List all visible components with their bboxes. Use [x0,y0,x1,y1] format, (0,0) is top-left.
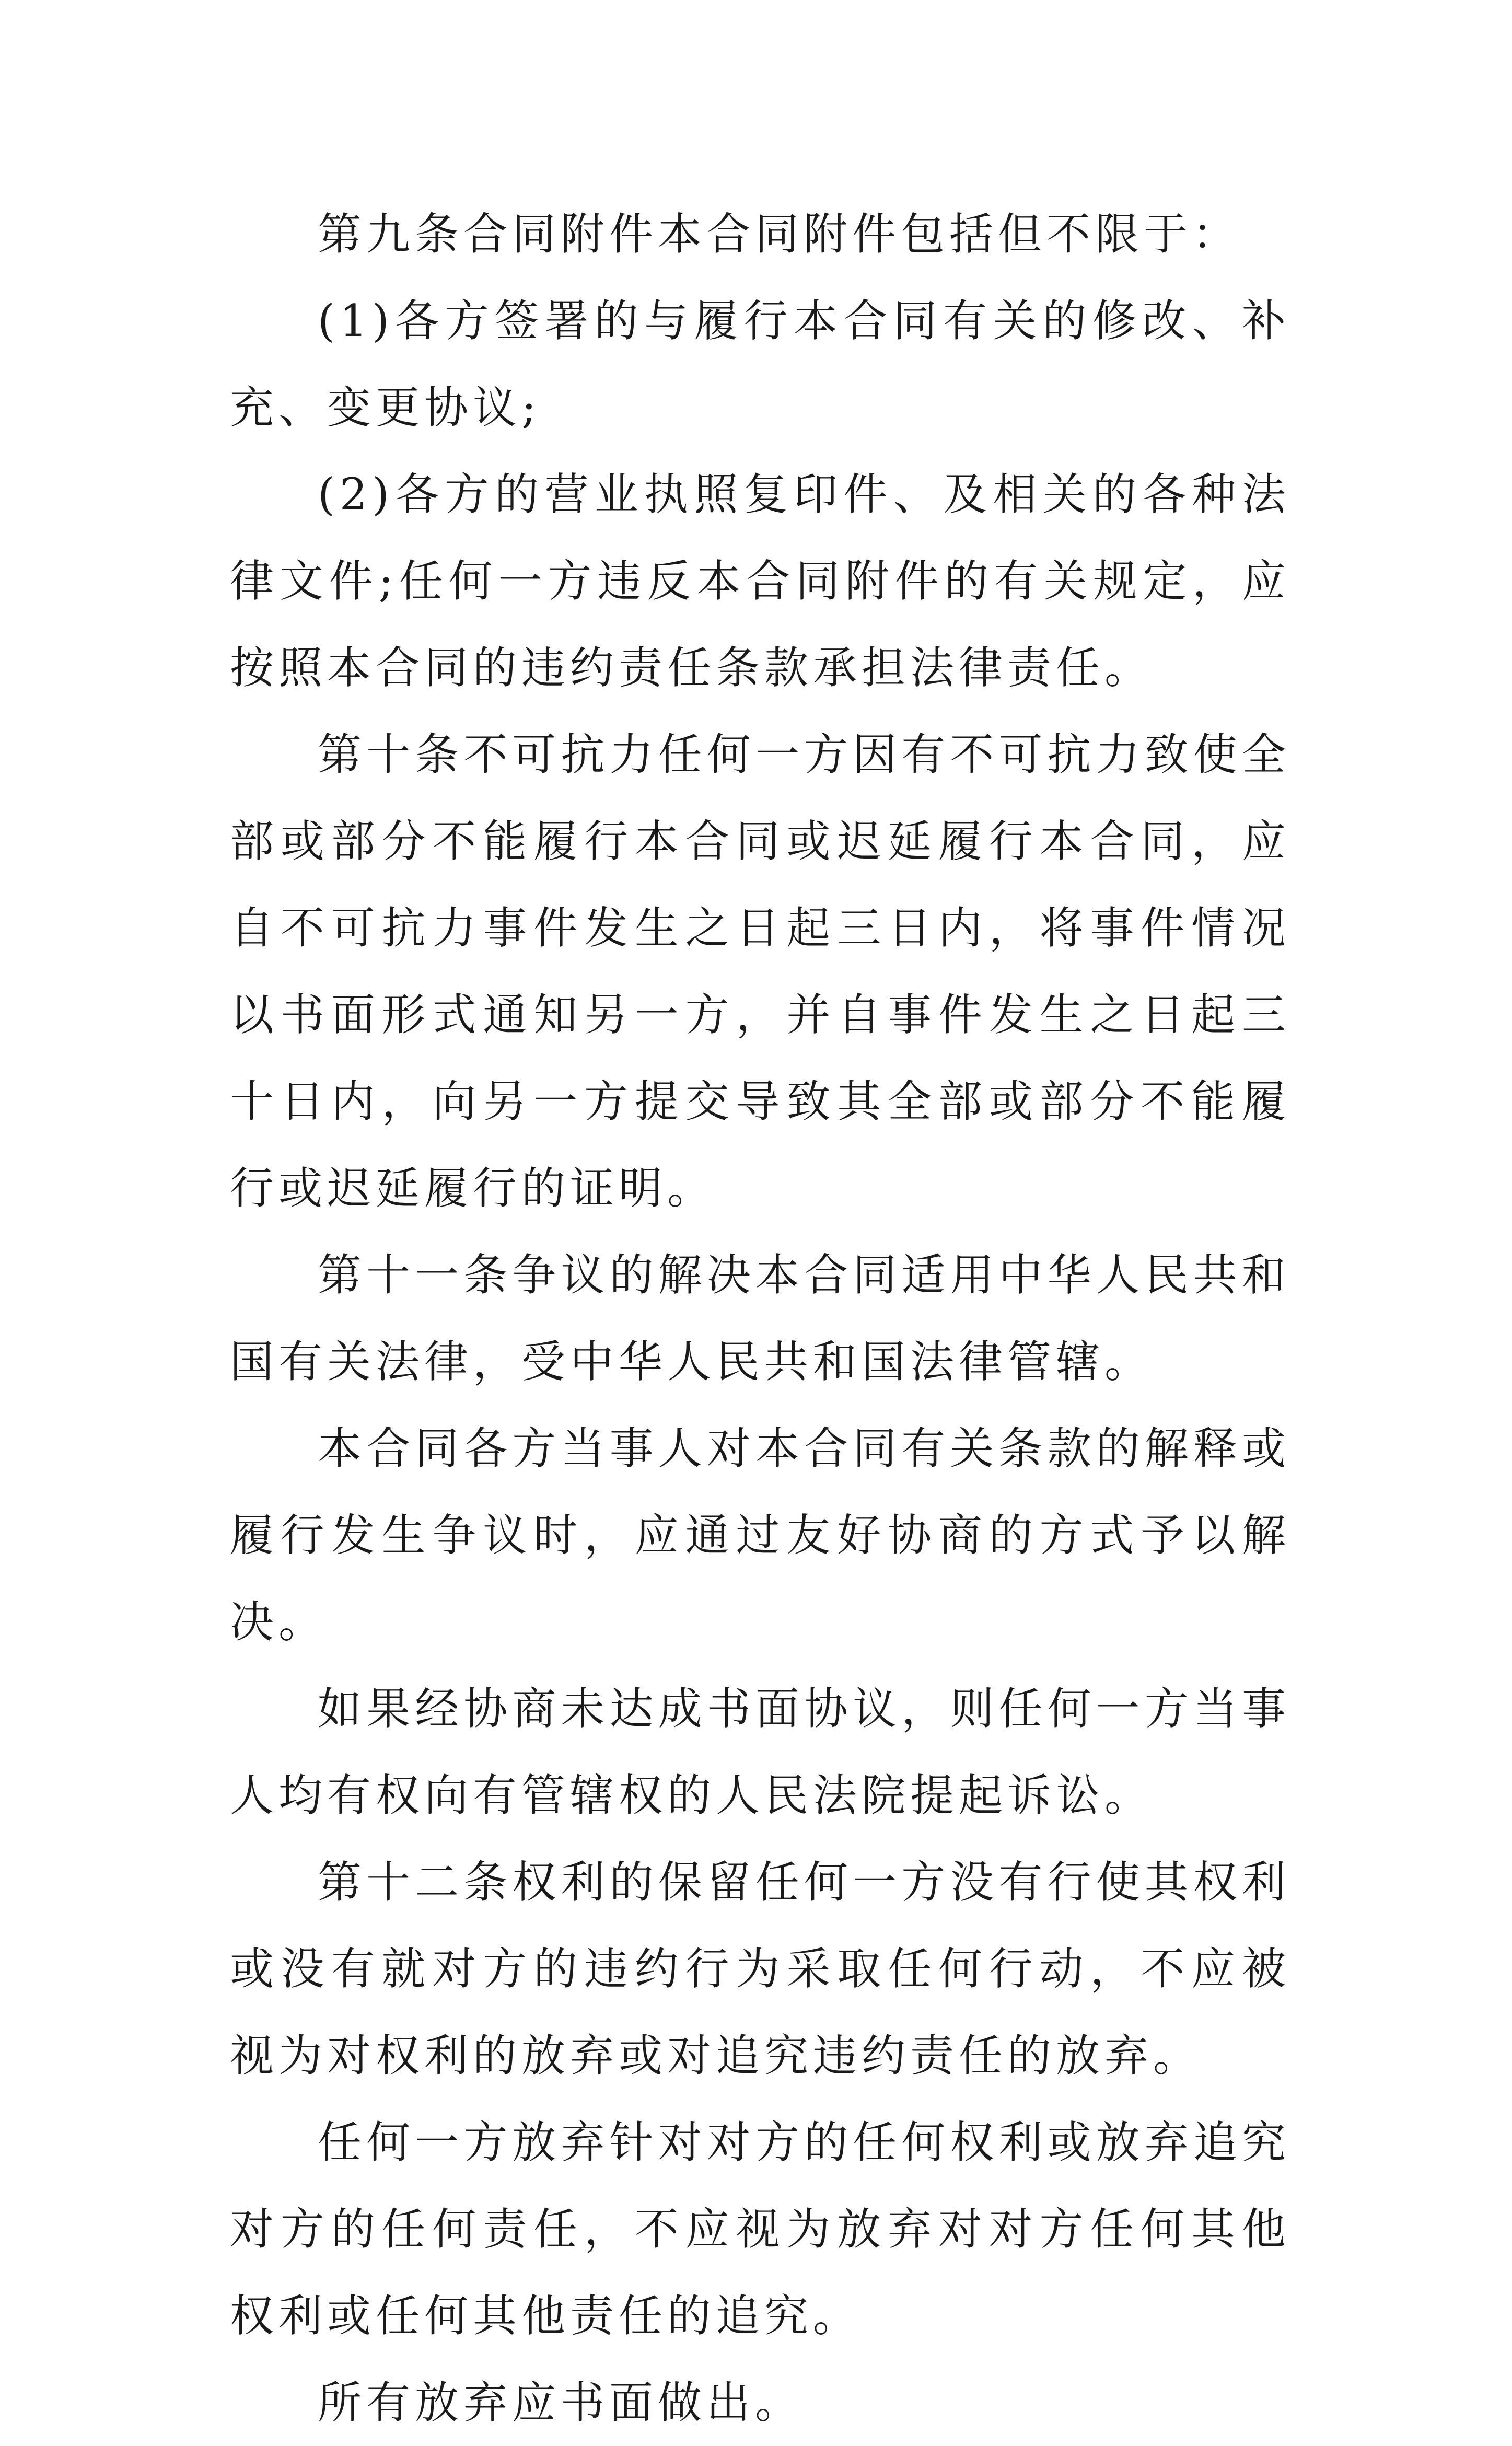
paragraph-item-2: (2)各方的营业执照复印件、及相关的各种法律文件;任何一方违反本合同附件的有关规定，应按照本合同的违约责任条款承担法律责任。 [230,469,1290,693]
paragraph-waiver-scope: 任何一方放弃针对对方的任何权利或放弃追究对方的任何责任，不应视为放弃对对方任何其他权利或任何其他责任的追究。 [230,2117,1290,2341]
paragraph-waiver-written: 所有放弃应书面做出。 [318,2377,804,2428]
paragraph-dispute-negotiation: 本合同各方当事人对本合同有关条款的解释或履行发生争议时，应通过友好协商的方式予以解决。 [230,1423,1290,1648]
paragraph-dispute-litigation: 如果经协商未达成书面协议，则任何一方当事人均有权向有管辖权的人民法院提起诉讼。 [230,1683,1290,1821]
paragraph-item-1: (1)各方签署的与履行本合同有关的修改、补充、变更协议; [230,295,1290,433]
document-body [230,191,1290,2446]
paragraph-article-9: 第九条合同附件本合同附件包括但不限于： [318,208,1241,260]
paragraph-article-12: 第十二条权利的保留任何一方没有行使其权利或没有就对方的违约行为采取任何行动，不应被视为对权利的放弃或对追究违约责任的放弃。 [230,1857,1290,2081]
paragraph-article-11: 第十一条争议的解决本合同适用中华人民共和国有关法律，受中华人民共和国法律管辖。 [230,1249,1290,1387]
paragraph-article-10: 第十条不可抗力任何一方因有不可抗力致使全部或部分不能履行本合同或迟延履行本合同，应自不可抗力事件发生之日起三日内，将事件情况以书面形式通知另一方，并自事件发生之日起三十日内，向另一方提交导致其全部或部分不能履行或迟延履行的证明。 [230,729,1290,1214]
